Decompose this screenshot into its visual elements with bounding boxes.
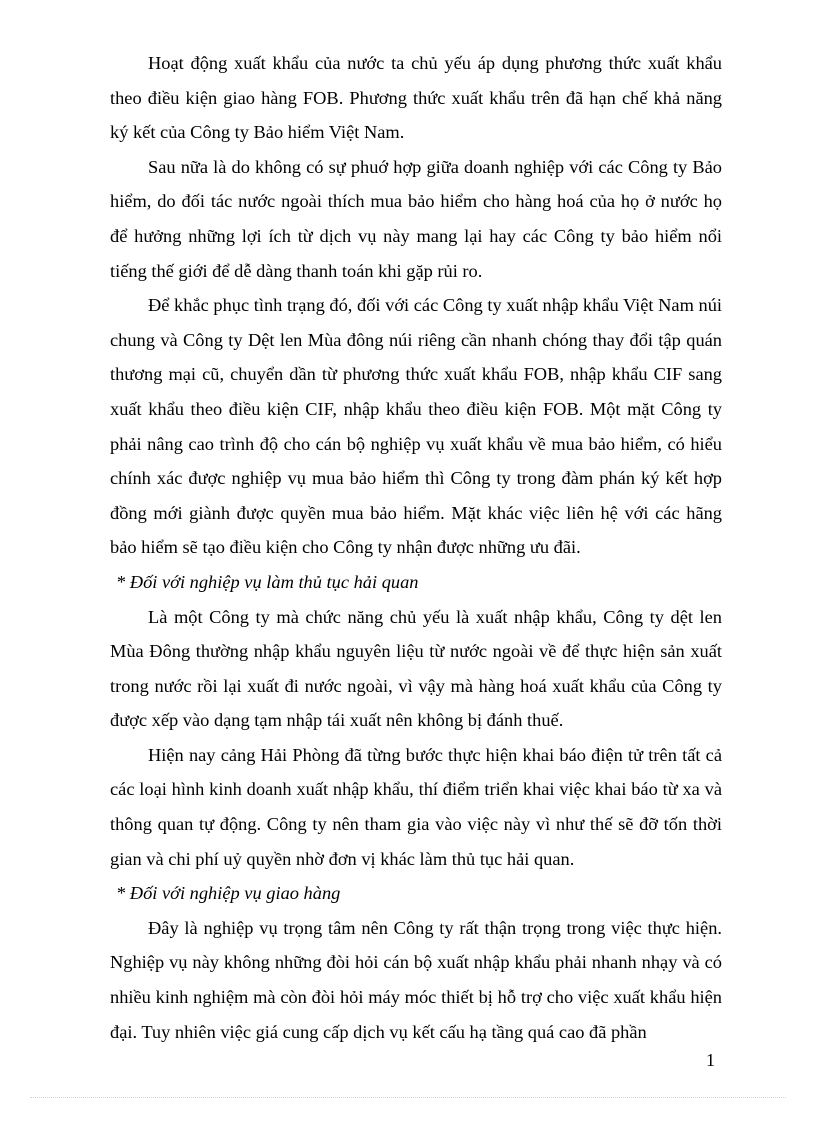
paragraph-haiphong-port: Hiện nay cảng Hải Phòng đã từng bước thực hiện khai báo điện tử trên tất cả các loại hình kinh doanh xuất nhập khẩu, thí điểm triển khai việc khai báo từ xa và thông quan tự động. Công ty nên tham gia vào việc này vì như thế sẽ đỡ tốn thời gian và chi phí uỷ quyền nhờ đơn vị khác làm thủ tục hải quan. [110, 744, 722, 869]
paragraph-export-practice: Hoạt động xuất khẩu của nước ta chủ yếu áp dụng phương thức xuất khẩu theo điều kiện giao hàng FOB. Phương thức xuất khẩu trên đã hạn chế khả năng ký kết của Công ty Bảo hiểm Việt Nam. [110, 53, 722, 143]
footer-divider [30, 1097, 786, 1098]
page-number: 1 [706, 1050, 715, 1070]
document-body [110, 46, 722, 1049]
heading-delivery: * Đối với nghiệp vụ giao hàng [116, 883, 341, 904]
paragraph-remedy: Để khắc phục tình trạng đó, đối với các Công ty xuất nhập khẩu Việt Nam núi chung và Công ty Dệt len Mùa đông núi riêng cần nhanh chóng thay đổi tập quán thương mại cũ, chuyển dần từ phương thức xuất khẩu FOB, nhập khẩu CIF sang xuất khẩu theo điều kiện CIF, nhập khẩu theo điều kiện FOB. Một mặt Công ty phải nâng cao trình độ cho cán bộ nghiệp vụ xuất khẩu về mua bảo hiểm, có hiểu chính xác được nghiệp vụ mua bảo hiểm thì Công ty trong đàm phán ký kết hợp đồng mới giành được quyền mua bảo hiểm. Mặt khác việc liên hệ với các hãng bảo hiểm sẽ tạo điều kiện cho Công ty nhận được những ưu đãi. [110, 295, 722, 558]
paragraph-customs-role: Là một Công ty mà chức năng chủ yếu là xuất nhập khẩu, Công ty dệt len Mùa Đông thường nhập khẩu nguyên liệu từ nước ngoài về để thực hiện sản xuất trong nước rồi lại xuất đi nước ngoài, vì vậy mà hàng hoá xuất khẩu của Công ty được xếp vào dạng tạm nhập tái xuất nên không bị đánh thuế. [110, 606, 722, 731]
paragraph-insurance-mismatch: Sau nữa là do không có sự phuớ hợp giữa doanh nghiệp với các Công ty Bảo hiểm, do đối tác nước ngoài thích mua bảo hiểm cho hàng hoá của họ ở nước họ để hưởng những lợi ích từ dịch vụ này mang lại hay các Công ty bảo hiểm nổi tiếng thế giới để dễ dàng thanh toán khi gặp rủi ro. [110, 156, 722, 281]
paragraph-delivery: Đây là nghiệp vụ trọng tâm nên Công ty rất thận trọng trong việc thực hiện. Nghiệp vụ này không những đòi hỏi cán bộ xuất nhập khẩu phải nhanh nhạy và có nhiều kinh nghiệm mà còn đòi hỏi máy móc thiết bị hỗ trợ cho việc xuất khẩu hiện đại. Tuy nhiên việc giá cung cấp dịch vụ kết cấu hạ tầng quá cao đã phần [110, 917, 722, 1042]
heading-customs: * Đối với nghiệp vụ làm thủ tục hải quan [116, 571, 419, 592]
